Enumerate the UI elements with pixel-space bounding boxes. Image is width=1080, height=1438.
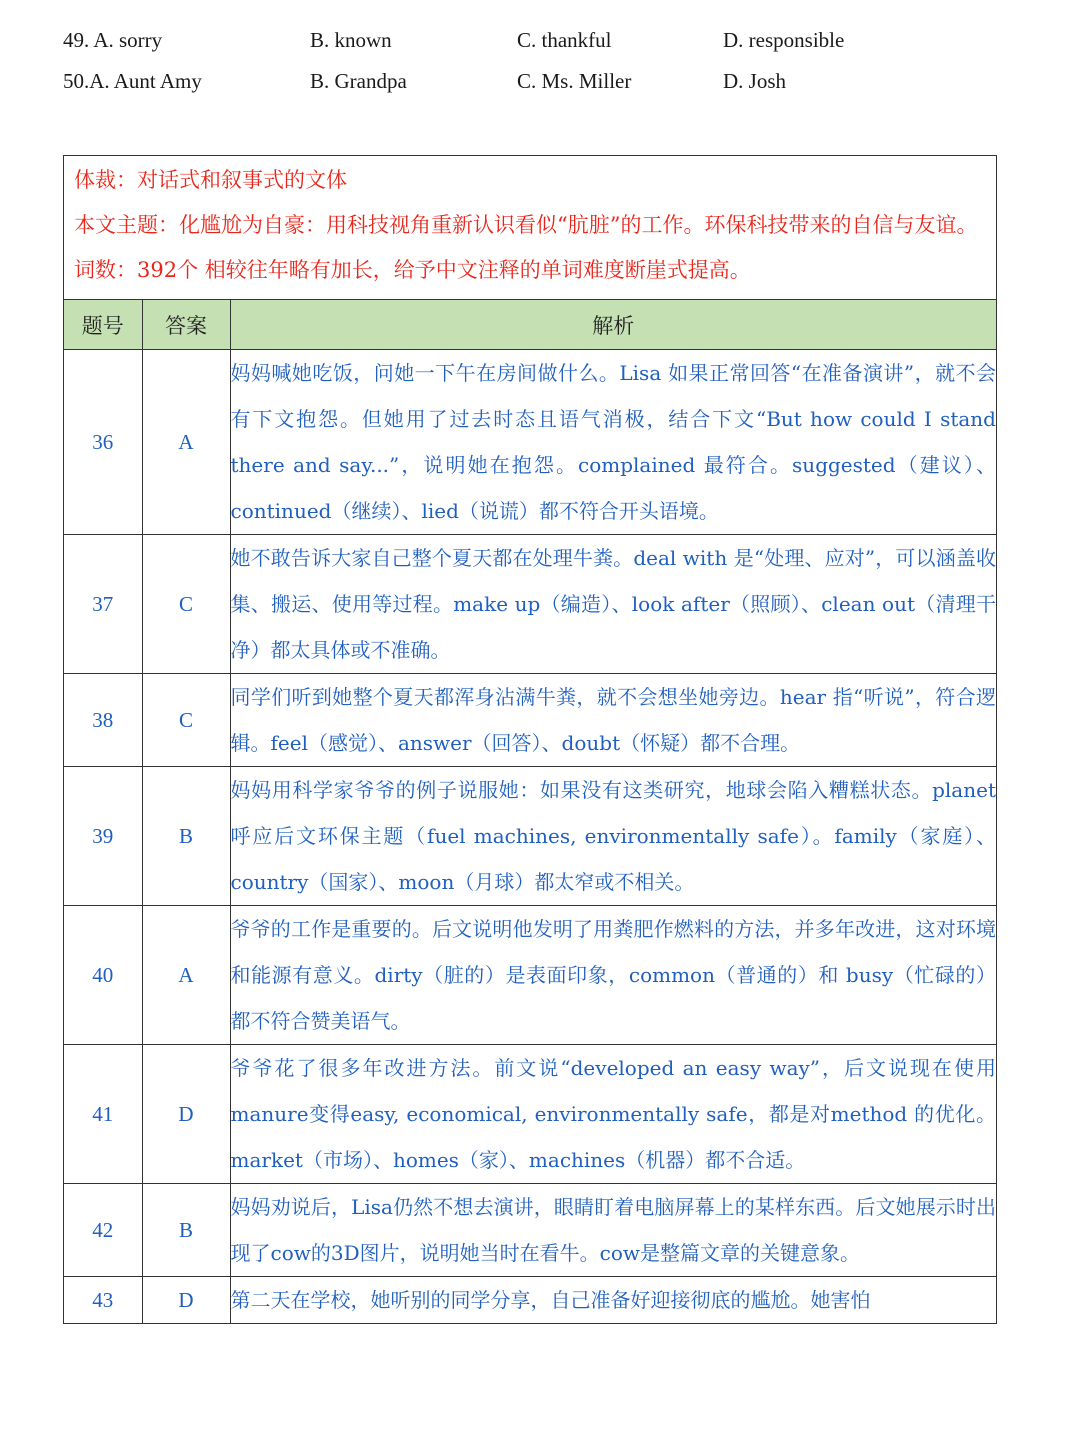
answer-letter: B (142, 767, 230, 906)
explanation: 妈妈用科学家爷爷的例子说服她：如果没有这类研究，地球会陷入糟糕状态。planet 呼应后文环保主题（fuel machines, environmentally safe）。family（家庭）、country（国家）、moon（月球）都太窄或不相关。 (230, 767, 996, 906)
answer-letter: A (142, 906, 230, 1045)
explanation: 妈妈劝说后，Lisa仍然不想去演讲，眼睛盯着电脑屏幕上的某样东西。后文她展示时出现了cow的3D图片，说明她当时在看牛。cow是整篇文章的关键意象。 (230, 1184, 996, 1277)
explanation: 同学们听到她整个夏天都浑身沾满牛粪，就不会想坐她旁边。hear 指“听说”，符合逻辑。feel（感觉）、answer（回答）、doubt（怀疑）都不合理。 (230, 674, 996, 767)
option-50-b: B. Grandpa (310, 69, 407, 93)
table-row (64, 1184, 996, 1277)
answer-letter: D (142, 1045, 230, 1184)
question-number: 41 (64, 1045, 142, 1184)
theme-line: 本文主题：化尴尬为自豪：用科技视角重新认识看似“肮脏”的工作。环保科技带来的自信与友谊。 (74, 213, 978, 237)
option-row-50 (63, 69, 963, 110)
answer-letter: D (142, 1277, 230, 1324)
answer-letter: C (142, 535, 230, 674)
answer-letter: B (142, 1184, 230, 1277)
word-count-line: 词数：392个 相较往年略有加长，给予中文注释的单词难度断崖式提高。 (74, 258, 751, 282)
answer-letter: C (142, 674, 230, 767)
option-49-b: B. known (310, 28, 392, 52)
header-explanation: 解析 (230, 300, 996, 350)
option-row-49 (63, 28, 963, 69)
table-row (64, 1277, 996, 1324)
table-row (64, 1045, 996, 1184)
option-49-d: D. responsible (723, 28, 845, 52)
table-row (64, 535, 996, 674)
option-50-c: C. Ms. Miller (517, 69, 632, 93)
question-number: 36 (64, 350, 142, 535)
answer-table (64, 300, 996, 1323)
explanation: 第二天在学校，她听别的同学分享，自己准备好迎接彻底的尴尬。她害怕 (230, 1277, 996, 1324)
explanation: 妈妈喊她吃饭，问她一下午在房间做什么。Lisa 如果正常回答“在准备演讲”，就不会有下文抱怨。但她用了过去时态且语气消极，结合下文“But how could I stand there and say...”，说明她在抱怨。complained 最符合。suggested（建议）、continued（继续）、lied（说谎）都不符合开头语境。 (230, 350, 996, 535)
table-header-row (64, 300, 996, 350)
explanation: 爷爷的工作是重要的。后文说明他发明了用粪肥作燃料的方法，并多年改进，这对环境和能源有意义。dirty（脏的）是表面印象，common（普通的）和 busy（忙碌的）都不符合赞美语气。 (230, 906, 996, 1045)
question-number: 42 (64, 1184, 142, 1277)
explanation: 爷爷花了很多年改进方法。前文说“developed an easy way”，后文说现在使用manure变得easy, economical, environmentally safe，都是对method 的优化。market（市场）、homes（家）、machines（机器）都不合适。 (230, 1045, 996, 1184)
table-row (64, 350, 996, 535)
header-answer: 答案 (142, 300, 230, 350)
option-49-a: 49. A. sorry (63, 28, 163, 52)
option-49-c: C. thankful (517, 28, 612, 52)
table-row (64, 767, 996, 906)
table-row (64, 906, 996, 1045)
question-number: 38 (64, 674, 142, 767)
option-50-d: D. Josh (723, 69, 787, 93)
question-number: 43 (64, 1277, 142, 1324)
question-number: 40 (64, 906, 142, 1045)
answer-letter: A (142, 350, 230, 535)
table-row (64, 674, 996, 767)
question-number: 39 (64, 767, 142, 906)
analysis-box (63, 155, 997, 1324)
answer-options (63, 28, 963, 110)
explanation: 她不敢告诉大家自己整个夏天都在处理牛粪。deal with 是“处理、应对”，可以涵盖收集、搬运、使用等过程。make up（编造）、look after（照顾）、clean out（清理干净）都太具体或不准确。 (230, 535, 996, 674)
option-50-a: 50.A. Aunt Amy (63, 69, 202, 93)
genre-line: 体裁：对话式和叙事式的文体 (74, 168, 347, 192)
intro-section (64, 156, 996, 300)
question-number: 37 (64, 535, 142, 674)
header-question-number: 题号 (64, 300, 142, 350)
